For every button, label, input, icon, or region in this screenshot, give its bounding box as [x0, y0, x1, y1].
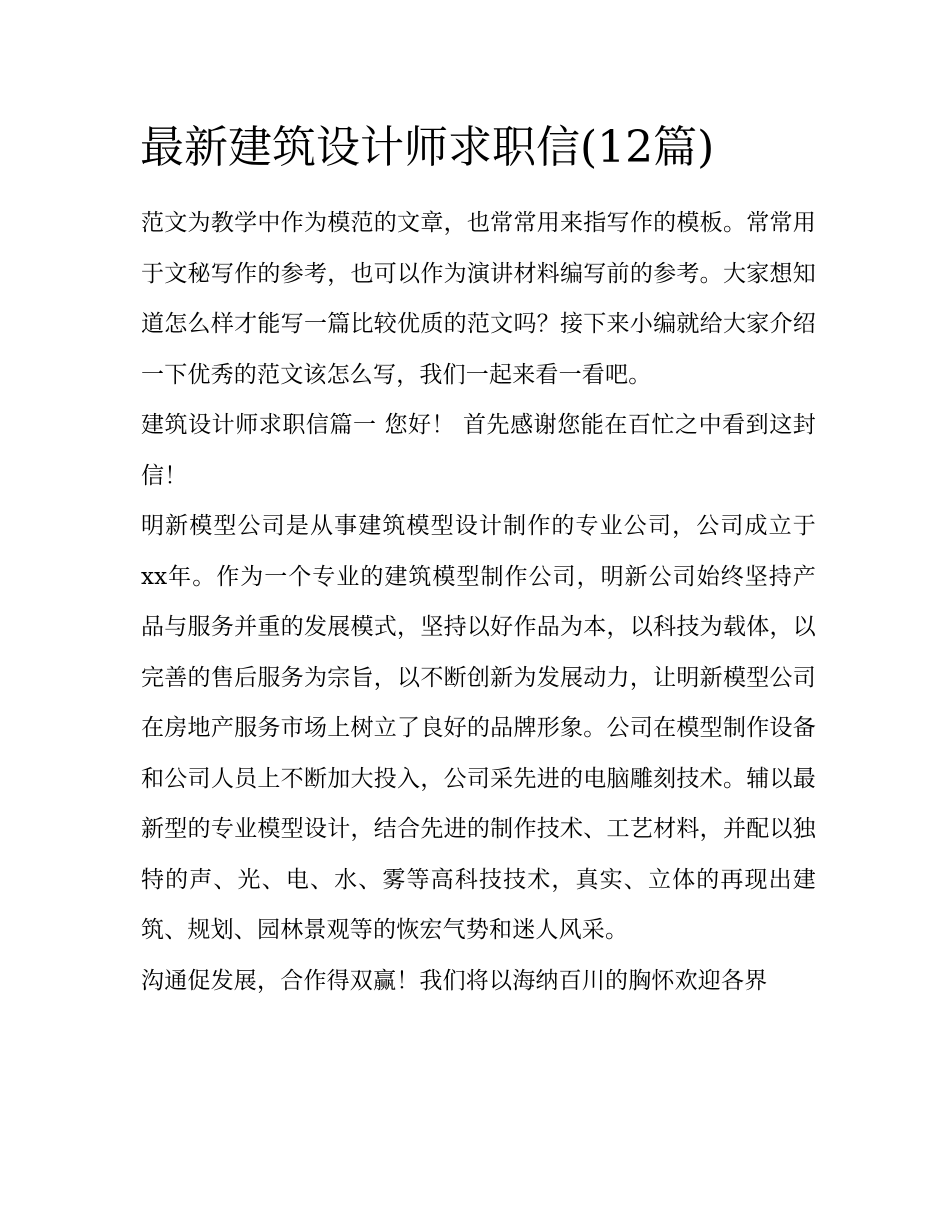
paragraph-closing: 沟通促发展，合作得双赢！我们将以海纳百川的胸怀欢迎各界: [141, 967, 768, 994]
document-title: 最新建筑设计师求职信(12篇): [140, 122, 715, 173]
document-body: [141, 198, 816, 1006]
paragraph-company: 明新模型公司是从事建筑模型设计制作的专业公司，公司成立于xx年。作为一个专业的建筑模型制作公司，明新公司始终坚持产品与服务并重的发展模式，坚持以好作品为本，以科技为载体，以完善的售后服务为宗旨，以不断创新为发展动力，让明新模型公司在房地产服务市场上树立了良好的品牌形象。公司在模型制作设备和公司人员上不断加大投入，公司采先进的电脑雕刻技术。辅以最新型的专业模型设计，结合先进的制作技术、工艺材料，并配以独特的声、光、电、水、雾等高科技技术，真实、立体的再现出建筑、规划、园林景观等的恢宏气势和迷人风采。: [141, 513, 816, 943]
paragraph-greeting: 建筑设计师求职信篇一 您好！ 首先感谢您能在百忙之中看到这封信！: [141, 412, 816, 489]
paragraph-intro: 范文为教学中作为模范的文章，也常常用来指写作的模板。常常用于文秘写作的参考，也可以作为演讲材料编写前的参考。大家想知道怎么样才能写一篇比较优质的范文吗？接下来小编就给大家介绍一下优秀的范文该怎么写，我们一起来看一看吧。: [141, 210, 816, 388]
